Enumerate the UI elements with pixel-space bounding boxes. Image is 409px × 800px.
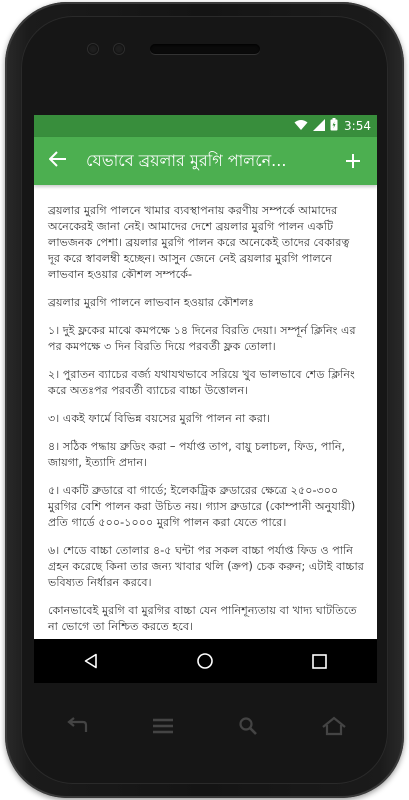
hardware-keys bbox=[34, 706, 377, 746]
article-paragraph: ব্রয়লার মুরগি পালনে লাভবান হওয়ার কৌশলঃ bbox=[48, 296, 254, 309]
app-bar bbox=[34, 137, 377, 185]
proximity-sensor bbox=[88, 44, 98, 54]
phone-screen bbox=[34, 115, 377, 683]
article-paragraph: ২। পুরাতন ব্যাচের বর্জ্য যথাযথভাবে সরিয়ে খুব ভালভাবে শেড ক্লিনিং করে অতঃপর পরবর্তী ব্যাচের বাচ্চা উত্তোলন। bbox=[48, 368, 355, 397]
article-body bbox=[34, 185, 377, 639]
arrow-back-icon[interactable] bbox=[34, 137, 82, 185]
hw-search-icon[interactable] bbox=[226, 711, 270, 741]
nav-recents-icon[interactable] bbox=[300, 641, 340, 681]
wifi-icon bbox=[294, 119, 308, 134]
page-title: যেভাবে ব্রয়লার মুরগি পালনে... bbox=[86, 150, 287, 170]
status-bar bbox=[34, 115, 377, 137]
article-paragraph: ৩। একই ফার্মে বিভিন্ন বয়সের মুরগি পালন না করা। bbox=[48, 412, 271, 425]
nav-back-icon[interactable] bbox=[71, 641, 111, 681]
nav-home-icon[interactable] bbox=[185, 641, 225, 681]
article-paragraph: ৫। একটি ব্রুডারে বা গার্ডে; ইলেকট্রিক ব্রুডারের ক্ষেত্রে ২৫০-৩০০ মুরগির বেশি পালন করা উচিত নয়। গ্যাস ব্রুডারে (কোম্পানী অনুযায়ী) প্রতি গার্ডে ৫০০-১০০০ মুরগি পালন করা যেতে পারে। bbox=[48, 484, 356, 529]
article-paragraph: ব্রয়লার মুরগি পালনে খামার ব্যবস্থাপনায় করণীয় সম্পর্কে আমাদের অনেকেরই জানা নেই। আমাদের দেশে ব্রয়লার মুরগি পালন একটি লাভজনক পেশা। ব্রয়লার মুরগি পালন করে অনেকেই তাদের বেকারত্ব দূর করে স্বাবলম্বী হচ্ছেন। আসুন জেনে নেই ব্রয়লার মুরগি পালনে লাভবান হওয়ার কৌশল সম্পর্কে- bbox=[48, 204, 350, 281]
hw-back-icon[interactable] bbox=[55, 711, 99, 741]
plus-icon[interactable] bbox=[329, 137, 377, 185]
article-paragraph: কোনভাবেই মুরগি বা মুরগির বাচ্চা যেন পানিশূন্যতায় বা খাদ্য ঘাটতিতে না ভোগে তা নিশ্চিত করতে হবে। bbox=[48, 604, 357, 633]
hw-home-icon[interactable] bbox=[312, 711, 356, 741]
battery-icon bbox=[330, 118, 338, 134]
hw-menu-icon[interactable] bbox=[141, 711, 185, 741]
article-paragraph: ৬। শেডে বাচ্চা তোলার ৪-৫ ঘন্টা পর সকল বাচ্চা পর্যাপ্ত ফিড ও পানি গ্রহন করেছে কিনা তার জন্য খাবার থলি (ক্রপ) চেক করুন; এটাই বাচ্চার ভবিষ্যত নির্ধারন করবে। bbox=[48, 544, 364, 589]
system-nav-bar bbox=[34, 639, 377, 683]
article-paragraph: ১। দুই ফ্লকের মাঝে কমপক্ষে ১৪ দিনের বিরতি দেয়া। সম্পূর্ন ক্লিনিং এর পর কমপক্ষে ৩ দিন বিরতি দিয়ে পরবর্তী ফ্লক তোলা। bbox=[48, 324, 356, 353]
article-paragraph: ৪। সঠিক পদ্ধায় ব্রুডিং করা – পর্যাপ্ত তাপ, বায়ু চলাচল, ফিড, পানি, জায়গা, ইত্যাদি প্রদান। bbox=[48, 440, 346, 469]
signal-icon bbox=[313, 119, 325, 134]
front-camera bbox=[114, 44, 124, 54]
status-time: 3:54 bbox=[344, 119, 371, 133]
earpiece-speaker bbox=[150, 44, 260, 54]
